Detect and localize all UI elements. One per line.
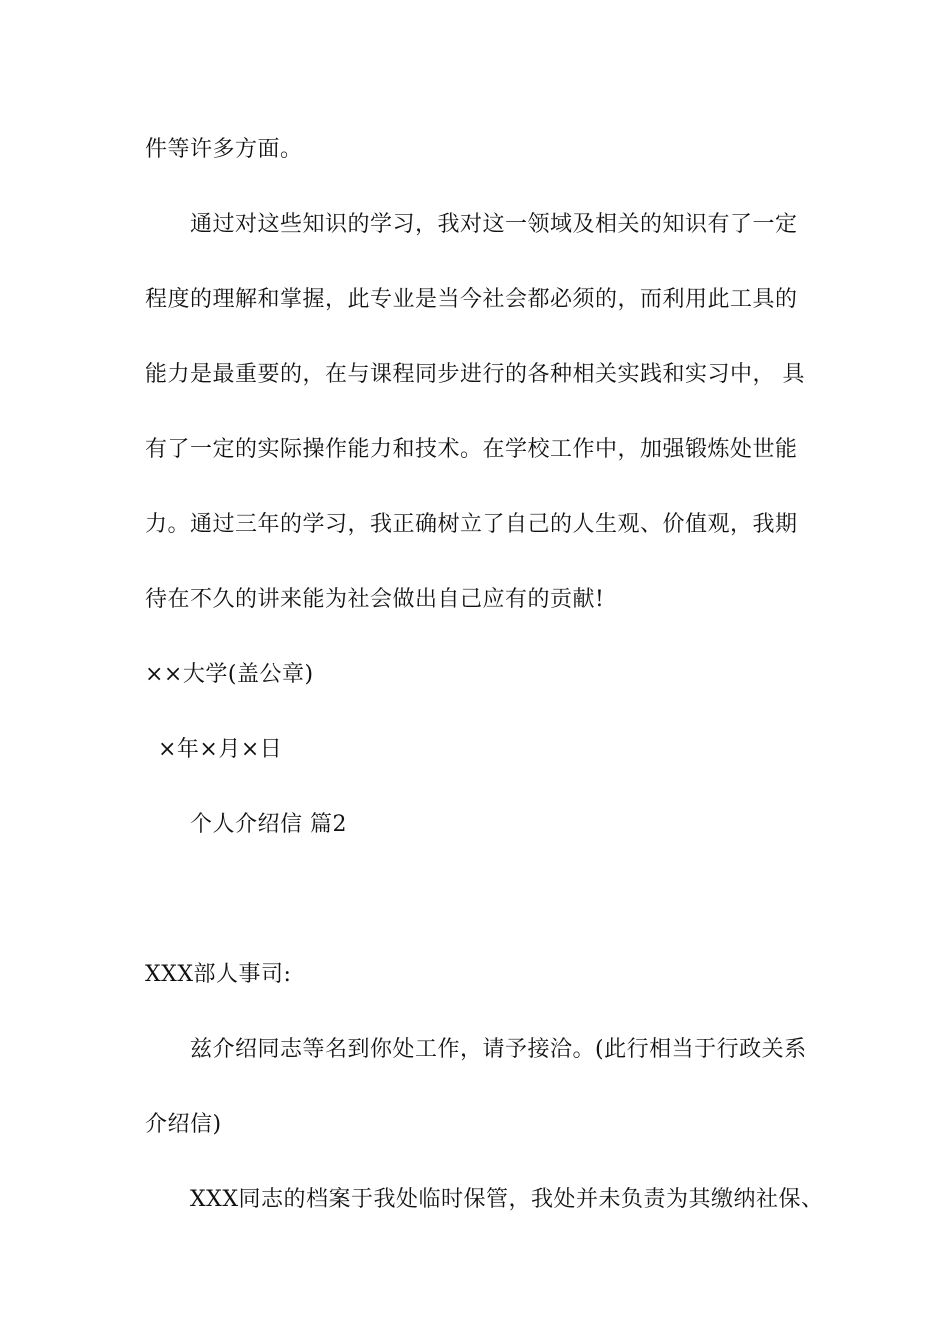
paragraph-line: 介绍信): [145, 1112, 222, 1137]
paragraph-line: 力。通过三年的学习，我正确树立了自己的人生观、价值观，我期: [145, 512, 798, 537]
paragraph-line: 通过对这些知识的学习，我对这一领域及相关的知识有了一定: [190, 212, 798, 237]
paragraph-line: 件等许多方面。: [145, 137, 303, 162]
paragraph-line: 有了一定的实际操作能力和技术。在学校工作中，加强锻炼处世能: [145, 437, 798, 462]
paragraph-line: XXX同志的档案于我处临时保管，我处并未负责为其缴纳社保、: [190, 1187, 824, 1212]
signature-date: ×年×月×日: [158, 737, 283, 762]
signature-organization: ××大学(盖公章): [145, 662, 314, 687]
letter-recipient: XXX部人事司:: [145, 962, 292, 987]
paragraph-line: 能力是最重要的，在与课程同步进行的各种相关实践和实习中， 具: [145, 362, 805, 387]
paragraph-line: 待在不久的讲来能为社会做出自己应有的贡献!: [145, 587, 605, 612]
paragraph-line: 兹介绍同志等名到你处工作，请予接洽。(此行相当于行政关系: [190, 1037, 807, 1062]
section-title: 个人介绍信 篇2: [190, 812, 347, 837]
paragraph-line: 程度的理解和掌握，此专业是当今社会都必须的，而利用此工具的: [145, 287, 798, 312]
